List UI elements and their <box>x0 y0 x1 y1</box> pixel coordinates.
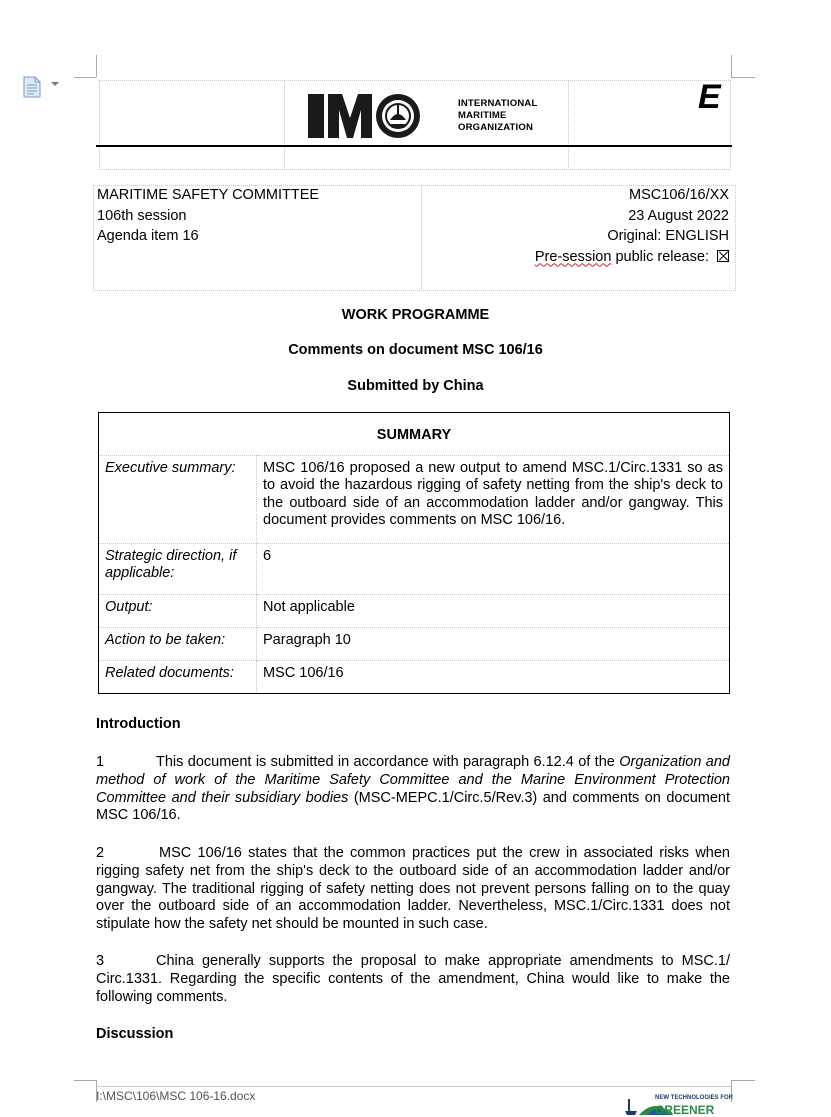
paragraph-number: 3 <box>96 953 105 969</box>
release-status <box>440 247 729 268</box>
imo-logo <box>308 92 537 140</box>
summary-row <box>99 660 729 693</box>
paragraph-italic-text: Organization and method of work of the Maritime Safety Committee and the Marine Environment Protection Committee and their subsidiary bodies <box>96 754 730 806</box>
header-rule <box>96 145 732 147</box>
paragraph-text: China generally supports the proposal to make appropriate amendments to MSC.1/ Circ.1331. Regarding the specific contents of the amendment, China would like to make the following comments. <box>96 953 730 1005</box>
summary-value: 6 <box>257 543 730 594</box>
summary-value: MSC 106/16 <box>257 660 730 693</box>
paragraph-number: 1 <box>96 754 105 770</box>
paragraph-1 <box>96 754 730 825</box>
green-shipping-badge <box>625 1093 735 1117</box>
crop-mark <box>96 55 97 77</box>
agenda-item: Agenda item 16 <box>97 228 199 244</box>
committee-name: MARITIME SAFETY COMMITTEE <box>97 187 320 203</box>
summary-label: Related documents: <box>99 660 257 693</box>
release-checkbox[interactable] <box>717 250 729 262</box>
summary-value: MSC 106/16 proposed a new output to amend MSC.1/Circ.1331 so as to avoid the hazardous rigging of safety netting from the ship's deck to the outboard side of an accommodation ladder and/or gangway. This document provides comments on MSC 106/16. <box>257 455 730 543</box>
badge-text-line2: GREENER <box>655 1103 715 1117</box>
crop-mark <box>731 77 755 78</box>
submitted-by: Submitted by China <box>347 378 484 394</box>
meta-right <box>440 185 729 267</box>
organization-name <box>458 98 537 134</box>
crop-mark <box>74 1080 96 1081</box>
session: 106th session <box>97 207 187 224</box>
paragraph-text: This document is submitted in accordance with paragraph 6.12.4 of the <box>156 754 620 770</box>
document-number: MSC106/16/XX <box>629 187 729 203</box>
org-name-line: ORGANIZATION <box>458 122 534 133</box>
org-name-line: MARITIME <box>458 110 507 121</box>
summary-value: Paragraph 10 <box>257 627 730 660</box>
summary-title: SUMMARY <box>376 427 452 443</box>
document-subtitle: Comments on document MSC 106/16 <box>288 342 543 358</box>
document-icon[interactable] <box>22 76 42 103</box>
badge-text-line1: NEW TECHNOLOGIES FOR <box>655 1095 733 1101</box>
crop-mark <box>731 55 732 77</box>
summary-table <box>98 412 730 694</box>
release-prefix: Pre-session <box>534 248 612 265</box>
summary-row <box>99 455 729 543</box>
original-language: Original: ENGLISH <box>607 228 729 244</box>
summary-label: Output: <box>99 594 257 627</box>
meta-left <box>97 185 319 247</box>
file-path: I:\MSC\106\MSC 106-16.docx <box>96 1089 256 1103</box>
document-date: 23 August 2022 <box>628 207 729 224</box>
language-code: E <box>698 78 721 116</box>
document-title: WORK PROGRAMME <box>341 307 490 323</box>
crop-mark <box>74 77 96 78</box>
section-heading-introduction: Introduction <box>96 716 181 732</box>
summary-row <box>99 594 729 627</box>
summary-value: Not applicable <box>257 594 730 627</box>
imo-logo-mark <box>308 92 450 140</box>
paragraph-text: (MSC-MEPC.1/Circ.5/Rev.3) and comments on document MSC 106/16. <box>96 789 730 824</box>
summary-row <box>99 543 729 594</box>
crop-mark <box>731 1080 755 1081</box>
header-divider <box>568 80 570 168</box>
paragraph-text: MSC 106/16 states that the common practices put the crew in associated risks when rigging safety net from the ship's deck to the outboard side of an accommodation ladder and/or gangway. The traditional rigging of safety netting does not prevent persons falling on to the quay over the outboard side of an accommodation ladder. Nevertheless, MSC.1/Circ.1331 does not stipulate how the safety net should be mounted in such case. <box>96 845 730 933</box>
summary-label: Action to be taken: <box>99 627 257 660</box>
paragraph-number: 2 <box>96 845 105 861</box>
summary-row <box>99 627 729 660</box>
summary-label: Executive summary: <box>99 455 257 543</box>
summary-label: Strategic direction, if applicable: <box>99 543 257 594</box>
section-heading-discussion: Discussion <box>96 1026 174 1042</box>
header-divider <box>284 80 286 168</box>
org-name-line: INTERNATIONAL <box>458 98 538 109</box>
footer-rule <box>96 1086 731 1087</box>
paragraph-2 <box>96 845 730 934</box>
release-suffix: public release: <box>615 248 709 265</box>
paragraph-3 <box>96 953 730 1006</box>
chevron-down-icon[interactable] <box>51 82 59 86</box>
